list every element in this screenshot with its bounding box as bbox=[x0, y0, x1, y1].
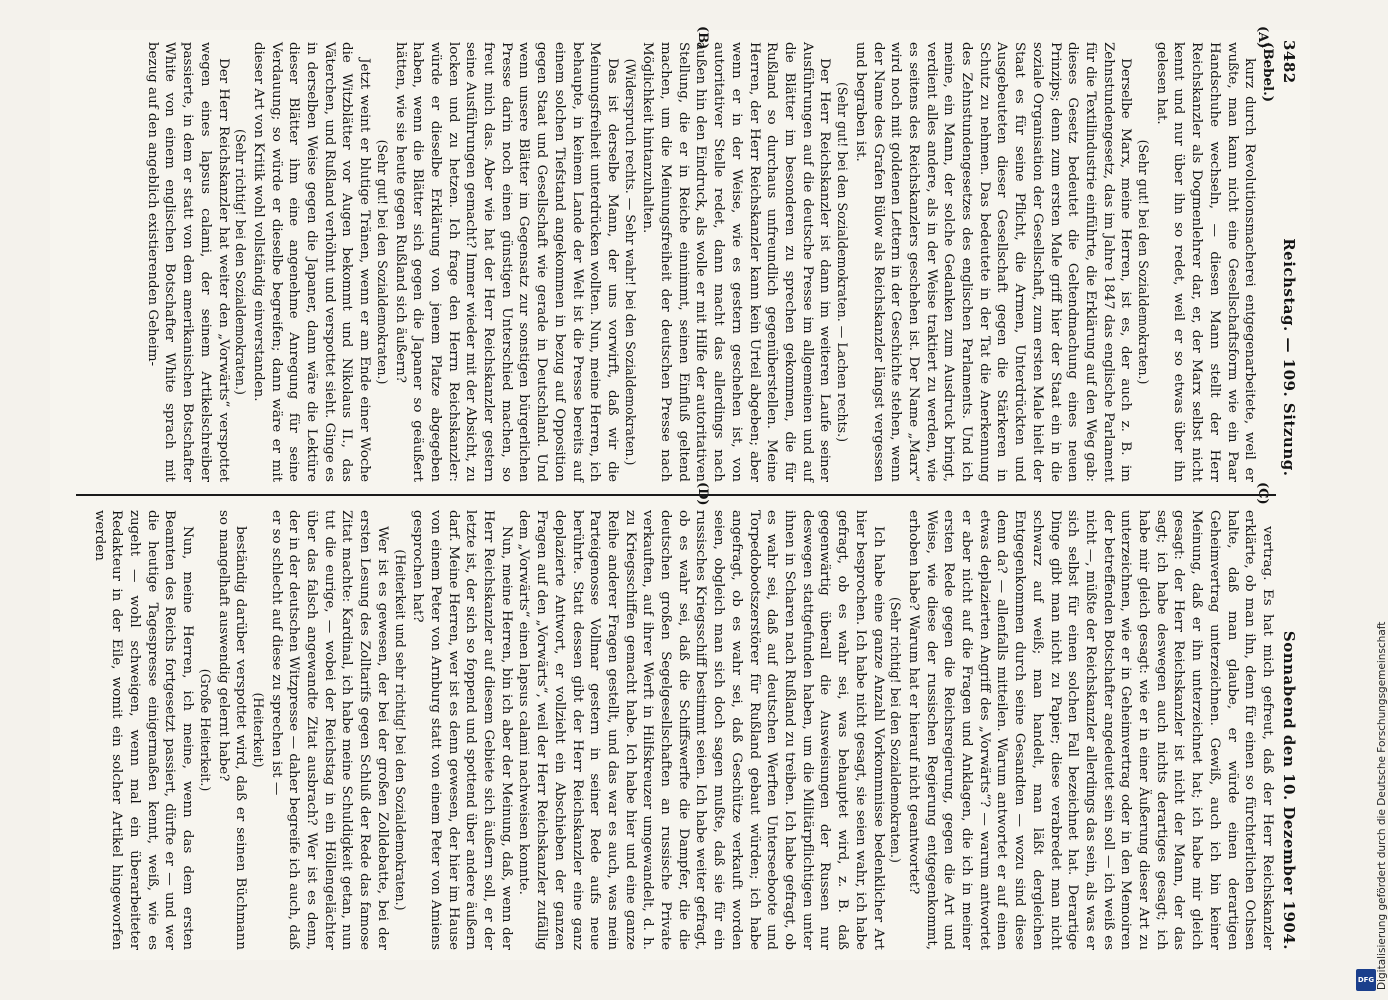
paragraph: Wer ist es gewesen, der bei der großen Zolldebatte, bei der ersten Lesung des Zolltarifs gegen Schluß der Rede das famose Zitat machte: Kardinal, ich habe meine Schuldigkeit getan, nun tut die eurige, — wobei der Reichstag in ein Höllengelächter über das falsch angewandte Zitat ausbrach? Wer ist es denn, der in der deutschen Witzpresse — daher begreife ich auch, daß er so schlecht auf diese zu sprechen ist — bbox=[268, 510, 390, 950]
speaker-name: (Bebel.) bbox=[1260, 42, 1276, 103]
paragraph: Das ist derselbe Mann, der uns vorwirft, daß wir die Meinungsfreiheit unterdrücken wollten. Nun, meine Herren, ich behaupte, in keinem Lande der Welt ist die Presse bereits auf einem solchen Tiefstand angekommen in bezug auf Opposition gegen Staat und Gesellschaft wie gerade in Deutschland. Und wenn unsere Blätter im Gegensatz zur sonstigen bürgerlichen Presse darin noch einen günstigen Unterschied machen, so freut mich das. Aber wie hat der Herr Reichskanzler gestern seine Ausführungen gemacht? Immer wieder mit der Absicht, zu locken und zu hetzen. Ich frage den Herrn Reichskanzler: würde er dieselbe Erklärung von jenem Platze abgegeben haben, wenn die Blätter sich gegen die Japaner so geäußert hätten, wie sie heute gegen Rußland sich äußern? bbox=[392, 42, 620, 482]
paragraph: Derselbe Marx, meine Herren, ist es, der auch z. B. im Zehnstundengesetz, das im Jahre 1847 das englische Parlament für die Textilindustrie einführte, die Erklärung auf den Weg gab: dieses Gesetz bedeutet die Geltendmachung eines neuen Prinzips; denn zum ersten Male griff hier der Staat ein in die soziale Organisation der Gesellschaft, zum ersten Male hielt der Staat es für seine Pflicht, die Armen, Unterdrückten und Ausgebeuteten dieser Gesellschaft gegen die Stärkeren in Schutz zu nehmen. Das bedeutete in der Tat die Anerkennung des Zehnstundengesetzes des englischen Parlaments. Und ich meine, ein Mann, der solche Gedanken zum Ausdruck bringt, verdient alles andere, als in der Weise traktiert zu werden, wie es seitens des Reichskanzlers geschehen ist. Der Name „Marx“ wird noch mit goldenen Lettern in der Geschichte stehen, wenn der Name des Grafen Bülow als Reichskanzler längst vergessen und begraben ist. bbox=[852, 42, 1134, 482]
margin-mark-a: (A) bbox=[1255, 26, 1270, 49]
paragraph: vertrag. Es hat mich gefreut, daß der Herr Reichskanzler erklärte, ob man ihn, denn für einen so fürchterlichen Ochsen halte, daß man glaube, er würde einen derartigen Geheimvertrag unterzeichnen. Gewiß, auch ich bin keiner Meinung, daß er ihn unterzeichnet hat; ich habe mir gleich gesagt: der Herr Reichskanzler ist nicht der Mann, der das sagt; ich habe deswegen auch nichts derartiges gesagt; ich habe mir gleich gesagt: wie er in einer Äußerung dieser Art zu unterzeichnen, wie er in Geheimvertrag oder in den Memoiren der betreffenden Botschafter angedeutet sein soll — ich weiß es nicht —, müßte der Reichskanzler allerdings das sein, als was er sich selbst für einen solchen Fall bezeichnet hat. Derartige Dinge gibt man nicht zu Papier; diese verabredet man nicht schwarz auf weiß; man handelt, man läßt dergleichen Entgegenkommen durch seine Gesandten — wozu sind diese denn da? — allenfalls mitteilen. Warum antwortet er auf einen etwas deplazierten Angriff des „Vorwärts“? — warum antwortet er aber nicht auf die Fragen und Anklagen, die ich in meiner ersten Rede gegen die Reichsregierung, gegen die Art und Weise, wie diese der russischen Regierung entgegenkommt, erhoben habe? Warum hat er hierauf nicht geantwortet? bbox=[905, 510, 1275, 950]
running-head bbox=[1278, 40, 1300, 950]
margin-mark-b: (B) bbox=[695, 26, 710, 50]
page-number: 3482 bbox=[1280, 40, 1298, 84]
session-date: Sonnabend den 10. Dezember 1904. bbox=[1280, 630, 1298, 950]
interjection: (Sehr richtig! bei den Sozialdemokraten.) bbox=[888, 597, 904, 863]
digitization-footer bbox=[1352, 0, 1388, 1000]
interjection: (Große Heiterkeit.) bbox=[197, 668, 213, 792]
margin-mark-c: (C) bbox=[1255, 482, 1270, 505]
paragraph: kurz durch Revolutionsmacherei entgegenarbeitete, weil er wußte, man kann nicht eine Gesellschaftsform wie ein Paar Handschuhe wechseln, — diesen Mann stellt der Herr Reichskanzler als Dogmenlehrer dar, er, der Marx selbst nicht kennt und nur über ihn so redet, weil er so etwas über ihn gelesen hat. bbox=[1153, 42, 1258, 482]
paragraph: Der Herr Reichskanzler hat weiter den „Vorwärts“ verspottet wegen eines lapsus calami, der seinem Artikelschreiber passierte, in dem er statt von dem amerikanischen Botschafter White von einem englischen Botschafter White sprach mit bezug auf den angeblich existierenden Geheim- bbox=[144, 42, 231, 482]
paragraph: Jetzt weint er blutige Tränen, wenn er am Ende einer Woche die Witzblätter vor Augen bekommt und Nikolaus II., das Väterchen, und Rußland verhöhnt und verspottet sieht. Ginge es in derselben Weise gegen die Japaner, dann wäre die Lektüre dieser Blätter ihm eine angenehme Anregung für seine Verdauung; so würde er dieselbe begreifen; dann wäre er mit dieser Art von Kritik wohl vollständig einverstanden. bbox=[250, 42, 373, 482]
paragraph: Nun, meine Herren, ich meine, wenn das dem ersten Beamten des Reichs fortgesetzt passiert, dürfte er — und wer die heutige Tagespresse einigermaßen kennt, weiß, wie es zugeht — wohl schweigen, wenn mal ein überarbeiteter Redakteur in der Eile, womit ein solcher Artikel hingeworfen werden bbox=[91, 510, 196, 950]
dfg-logo: DFG bbox=[1356, 969, 1376, 991]
interjection: (Sehr gut! bei den Sozialdemokraten.) bbox=[1136, 139, 1152, 385]
column-divider bbox=[76, 494, 1276, 496]
right-column bbox=[76, 510, 1276, 950]
interjection: (Heiterkeit) bbox=[250, 692, 266, 768]
left-column bbox=[76, 42, 1276, 482]
interjection: (Widerspruch rechts. — Sehr wahr! bei den Sozialdemokraten.) bbox=[622, 58, 638, 466]
margin-mark-d: (D) bbox=[695, 482, 710, 506]
rotated-page bbox=[50, 26, 1310, 960]
interjection: (Sehr richtig! bei den Sozialdemokraten.) bbox=[233, 129, 249, 395]
running-title: Reichstag. — 109. Sitzung. bbox=[1280, 238, 1298, 477]
paragraph: Nun, meine Herren, bin ich aber der Meinung, daß, wenn der Herr Reichskanzler auf diesem Gebiete sich äußern soll, er der letzte ist, der sich so foppend und spottend über andere äußern darf. Meine Herren, wer ist es denn gewesen, der hier im Hause von einem Peter von Arnburg statt von einem Peter von Amiens gesprochen hat? bbox=[410, 510, 514, 950]
footer-credit: Digitalisierung gefördert durch die Deutsche Forschungsgemeinschaft bbox=[1376, 621, 1388, 990]
paragraph: Ich habe eine ganze Anzahl Vorkommnisse bedenklicher Art hier besprochen. Ich habe nicht gesagt, sie seien wahr, ich habe gefragt, ob es wahr sei, was behauptet wird, z. B. daß gegenwärtig überall die Ausweisungen der Russen nur deswegen stattgefunden haben, um die Militärpflichtigen unter ihnen in Scharen nach Rußland zu treiben. Ich habe gefragt, ob es wahr sei, daß auf deutschen Werften Unterseeboote und Torpedobootszerstörer für Rußland gebaut würden; ich habe angefragt, ob es wahr sei, daß Geschütze verkauft worden seien, obgleich man sich doch sagen mußte, daß sie für ein russisches Kriegsschiff bestimmt seien. Ich habe weiter gefragt, ob es wahr sei, daß die Schiffswerfte die Dampfer, die die deutschen großen Segelgesellschaften an russische Private verkauften, auf ihrer Werft in Hilfskreuzer umgewandelt, d. h. zu Kriegsschiffen gemacht habe. Ich habe hier und eine ganze Reihe anderer Fragen gestellt, und das war es auch, was mein Parteigenosse Vollmar gestern in seiner Rede aufs neue berührte. Statt dessen gibt der Herr Reichskanzler eine ganz deplazierte Antwort, er vollzieht ein Abschieben der ganzen Fragen auf den „Vorwärts“, weil der Herr Reichskanzler zufällig dem „Vorwärts“ einen lapsus calami nachweisen konnte. bbox=[516, 510, 886, 950]
paragraph: Der Herr Reichskanzler ist dann im weiteren Laufe seiner Ausführungen auf die deutsche Presse im allgemeinen und auf die Blätter im besonderen zu sprechen gekommen, die für Rußland so durchaus unfreundlich gegenüberstellen. Meine Herren, der Herr Reichskanzler kann kein Urteil abgeben; aber wenn er in der Weise, wie es gestern geschehen ist, von autoritativer Stelle redet, dann macht das allerdings nach außen hin den Eindruck, als wolle er mit Hilfe der autoritativen Stellung, die er in Reiche einnimmt, seinen Einfluß geltend machen, um die Meinungsfreiheit der deutschen Presse nach Möglichkeit hintanzuhalten. bbox=[640, 42, 833, 482]
paragraph: beständig darüber verspottet wird, daß er seinen Büchmann so mangelhaft auswendig gelernt habe? bbox=[215, 510, 249, 950]
interjection: (Sehr gut! bei den Sozialdemokraten. — Lachen rechts.) bbox=[835, 81, 851, 443]
interjection: (Sehr gut! bei den Sozialdemokraten.) bbox=[374, 139, 390, 385]
interjection: (Heiterkeit und sehr richtig! bei den Sozialdemokraten.) bbox=[392, 549, 408, 911]
